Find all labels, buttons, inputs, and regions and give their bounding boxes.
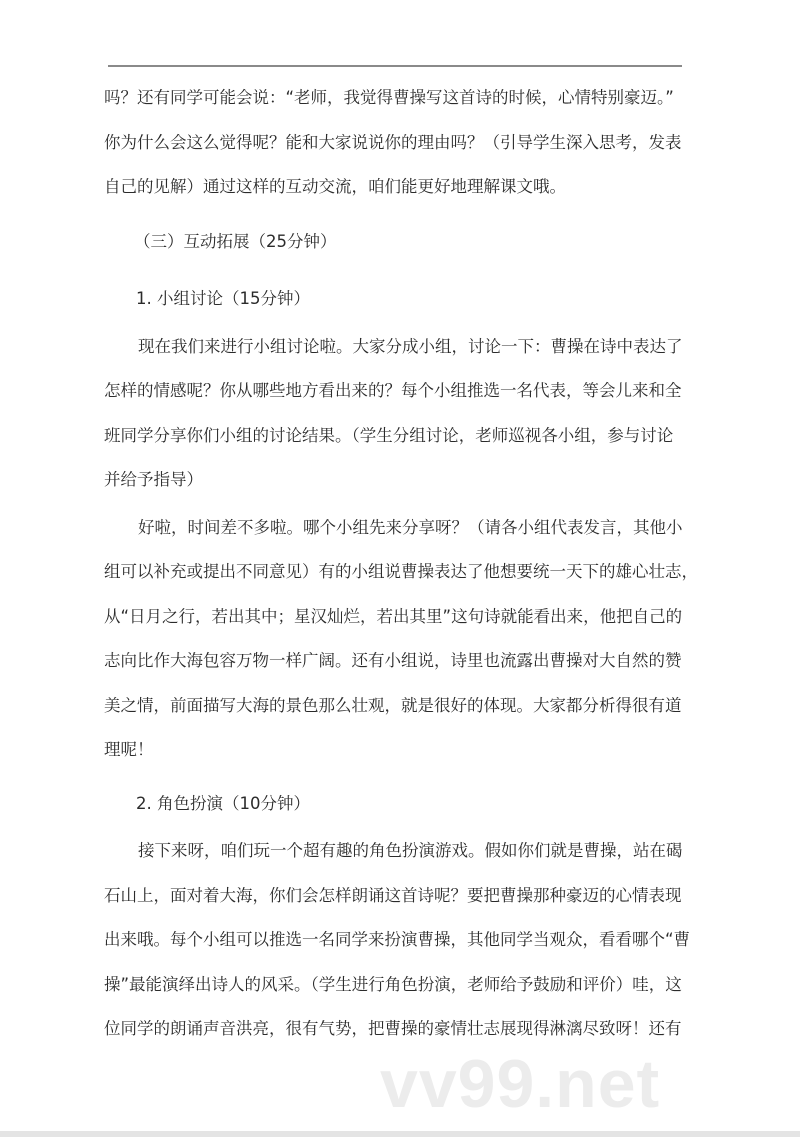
text-line: 怎样的情感呢？你从哪些地方看出来的？每个小组推选一名代表，等会儿来和全 [104, 381, 682, 400]
subsection-heading-role-play: 2. 角色扮演（10分钟） [136, 793, 310, 813]
text-line: 志向比作大海包容万物一样广阔。还有小组说，诗里也流露出曹操对大自然的赞 [104, 651, 682, 670]
text-line: 吗？还有同学可能会说：“老师，我觉得曹操写这首诗的时候，心情特别豪迈。” [104, 88, 674, 107]
intro-paragraph [104, 76, 704, 210]
text-line: 从“日月之行，若出其中；星汉灿烂，若出其里”这句诗就能看出来，他把自己的 [104, 606, 683, 626]
text-line: 位同学的朗诵声音洪亮，很有气势，把曹操的豪情壮志展现得淋漓尽致呀！还有 [104, 1019, 682, 1038]
page-bottom-edge [0, 1131, 800, 1137]
text-line: 并给予指导） [104, 470, 203, 489]
text-line: 石山上，面对着大海，你们会怎样朗诵这首诗呢？要把曹操那种豪迈的心情表现 [104, 885, 682, 905]
paragraph-role-play [104, 829, 704, 1052]
document-body [104, 76, 704, 1052]
text-line: 组可以补充或提出不同意见）有的小组说曹操表达了他想要统一天下的雄心壮志， [104, 562, 698, 581]
header-rule [108, 65, 682, 67]
text-line: 出来哦。每个小组可以推选一名同学来扮演曹操，其他同学当观众，看看哪个“曹 [104, 930, 691, 949]
text-line: 班同学分享你们小组的讨论结果。（学生分组讨论，老师巡视各小组，参与讨论 [104, 425, 674, 445]
text-line: 美之情，前面描写大海的景色那么壮观，就是很好的体现。大家都分析得很有道 [104, 695, 682, 715]
paragraph-group-discussion [104, 325, 704, 503]
text-line: 好啦，时间差不多啦。哪个小组先来分享呀？（请各小组代表发言，其他小 [138, 517, 683, 537]
section-heading: （三）互动拓展（25分钟） [134, 231, 337, 251]
paragraph-sharing [104, 506, 704, 773]
watermark: vv99.net [380, 1046, 661, 1122]
text-line: 你为什么会这么觉得呢？能和大家说说你的理由吗？（引导学生深入思考，发表 [104, 132, 682, 152]
text-line: 现在我们来进行小组讨论啦。大家分成小组，讨论一下：曹操在诗中表达了 [138, 336, 683, 356]
text-line: 操”最能演绎出诗人的风采。（学生进行角色扮演，老师给予鼓励和评价）哇，这 [104, 974, 682, 994]
subsection-heading-group-discussion: 1. 小组讨论（15分钟） [136, 289, 310, 308]
text-line: 接下来呀，咱们玩一个超有趣的角色扮演游戏。假如你们就是曹操，站在碣 [138, 841, 683, 860]
text-line: 理呢！ [104, 740, 154, 759]
text-line: 自己的见解）通过这样的互动交流，咱们能更好地理解课文哦。 [104, 177, 566, 196]
